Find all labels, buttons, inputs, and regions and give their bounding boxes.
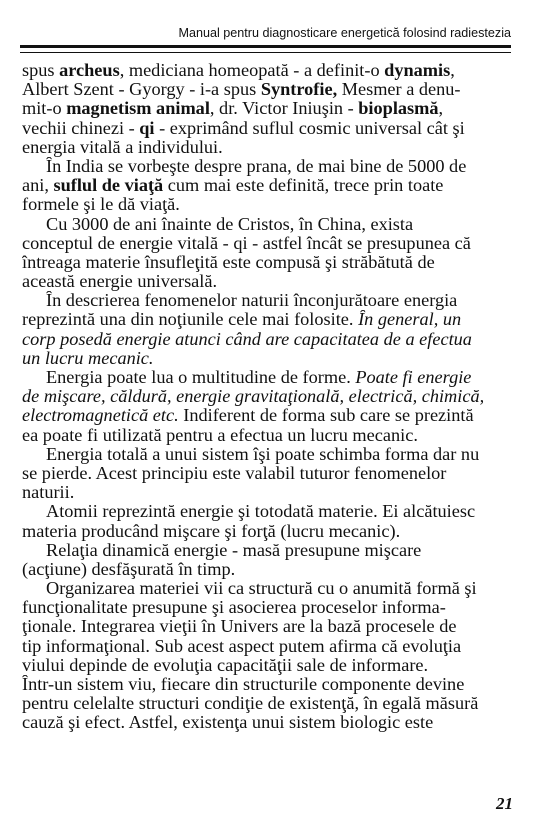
text-line <box>22 694 511 713</box>
text-run: spus <box>22 61 60 80</box>
text-line <box>22 291 511 310</box>
text-line <box>22 656 511 675</box>
text-line <box>22 195 511 214</box>
text-run: mit-o <box>22 99 67 119</box>
text-run: Într-un sistem viu, fiecare din structurile componente devine <box>22 675 465 694</box>
text-run: electromagnetică etc. <box>22 406 179 426</box>
text-line <box>22 464 511 483</box>
text-run: energia vitală a individului. <box>22 137 223 157</box>
text-run: Relaţia dinamică energie - masă presupune mişcare <box>46 540 422 560</box>
page-number: 21 <box>496 794 513 813</box>
text-run: , <box>438 99 444 119</box>
text-line <box>22 330 511 349</box>
header-rule-thick <box>20 45 511 48</box>
text-run: (acţiune) desfăşurată în timp. <box>22 559 236 579</box>
text-run: de mişcare, căldură, energie gravitaţională, electrică, chimică, <box>22 387 485 407</box>
text-run: cum mai este definită, trece prin toate <box>163 176 444 196</box>
text-run: această energie universală. <box>22 272 218 292</box>
text-run: viului depinde de evoluţia capacităţii sale de informare. <box>22 655 429 675</box>
text-line <box>22 637 511 656</box>
text-line <box>22 406 511 425</box>
text-line <box>22 426 511 445</box>
text-run: În India se vorbeşte despre prana, de mai bine de 5000 de <box>46 156 467 176</box>
text-run: conceptul de energie vitală - qi - astfel încât se presupunea că <box>22 233 471 253</box>
text-run: archeus <box>59 61 120 80</box>
text-run: - exprimând suflul cosmic universal cât şi <box>154 118 465 138</box>
text-run: Indiferent de forma sub care se prezintă <box>178 406 474 426</box>
text-run: cauză şi efect. Astfel, existenţa unui sistem biologic este <box>22 713 434 733</box>
text-line <box>22 387 511 406</box>
text-line <box>22 272 511 291</box>
text-run: bioplasmă <box>358 99 439 119</box>
text-run: Poate fi energie <box>355 368 472 387</box>
text-run: formele şi le dă viaţă. <box>22 195 180 215</box>
text-run: naturii. <box>22 483 75 503</box>
text-run: dynamis <box>384 61 451 80</box>
text-line <box>22 522 511 541</box>
text-run: corp posedă energie atunci când are capacitatea de a efectua <box>22 329 472 349</box>
text-run: qi <box>139 118 155 138</box>
text-line <box>22 253 511 272</box>
text-line <box>22 349 511 368</box>
text-line <box>22 598 511 617</box>
text-line <box>22 157 511 176</box>
text-run: un lucru mecanic. <box>22 348 154 368</box>
text-run: , dr. Victor Iniuşin - <box>209 99 359 119</box>
text-run: ea poate fi utilizată pentru a efectua un lucru mecanic. <box>22 425 418 445</box>
text-run: funcţionalitate presupune şi asocierea proceselor informa- <box>22 598 446 618</box>
text-line <box>22 215 511 234</box>
text-line <box>22 502 511 521</box>
text-run: magnetism animal <box>66 99 210 119</box>
text-run: , <box>450 61 455 80</box>
text-run: În descrierea fenomenelor naturii înconjurătoare energia <box>46 291 458 311</box>
text-line <box>22 579 511 598</box>
text-run: materia producând mişcare şi forţă (lucru mecanic). <box>22 521 401 541</box>
text-line <box>22 80 511 99</box>
text-run: suflul de viaţă <box>53 176 164 196</box>
text-line <box>22 61 511 80</box>
header-rule-thin <box>20 52 511 53</box>
text-line <box>22 560 511 579</box>
text-run: Syntrofie, <box>260 80 338 100</box>
running-header: Manual pentru diagnosticare energetică folosind radiestezia <box>178 26 511 40</box>
text-run: Atomii reprezintă energie şi totodată materie. Ei alcătuiesc <box>46 502 476 522</box>
text-run: întreaga materie însufleţită este compusă şi străbătută de <box>22 252 435 272</box>
text-line <box>22 234 511 253</box>
text-run: pentru celelalte structuri condiţie de existenţă, în egală măsură <box>22 694 479 714</box>
text-line <box>22 445 511 464</box>
text-run: vechii chinezi - <box>22 118 140 138</box>
text-run: se pierde. Acest principiu este valabil tuturor fenomenelor <box>22 463 447 483</box>
text-line <box>22 310 511 329</box>
text-line <box>22 99 511 118</box>
text-run: tip informaţional. Sub acest aspect putem afirma că evoluţia <box>22 636 462 656</box>
text-run: Energia totală a unui sistem îşi poate schimba forma dar nu <box>46 444 480 464</box>
text-line <box>22 675 511 694</box>
text-run: ani, <box>22 176 54 196</box>
text-line <box>22 713 511 732</box>
text-run: În general, un <box>358 310 462 330</box>
text-line <box>22 483 511 502</box>
text-line <box>22 119 511 138</box>
text-line <box>22 368 511 387</box>
text-line <box>22 617 511 636</box>
text-line <box>22 541 511 560</box>
text-run: Cu 3000 de ani înainte de Cristos, în China, exista <box>46 214 414 234</box>
body-text <box>22 61 511 733</box>
text-run: Mesmer a denu- <box>337 80 461 100</box>
text-run: Energia poate lua o multitudine de forme. <box>46 368 356 387</box>
text-run: ţionale. Integrarea vieţii în Univers are la bază procesele de <box>22 617 457 637</box>
text-run: reprezintă una din noţiunile cele mai folosite. <box>22 310 359 330</box>
text-line <box>22 176 511 195</box>
text-run: Albert Szent - Gyorgy - i-a spus <box>22 80 261 100</box>
text-line <box>22 138 511 157</box>
text-run: Organizarea materiei vii ca structură cu o anumită formă şi <box>46 579 477 599</box>
text-run: , mediciana homeopată - a definit-o <box>119 61 385 80</box>
